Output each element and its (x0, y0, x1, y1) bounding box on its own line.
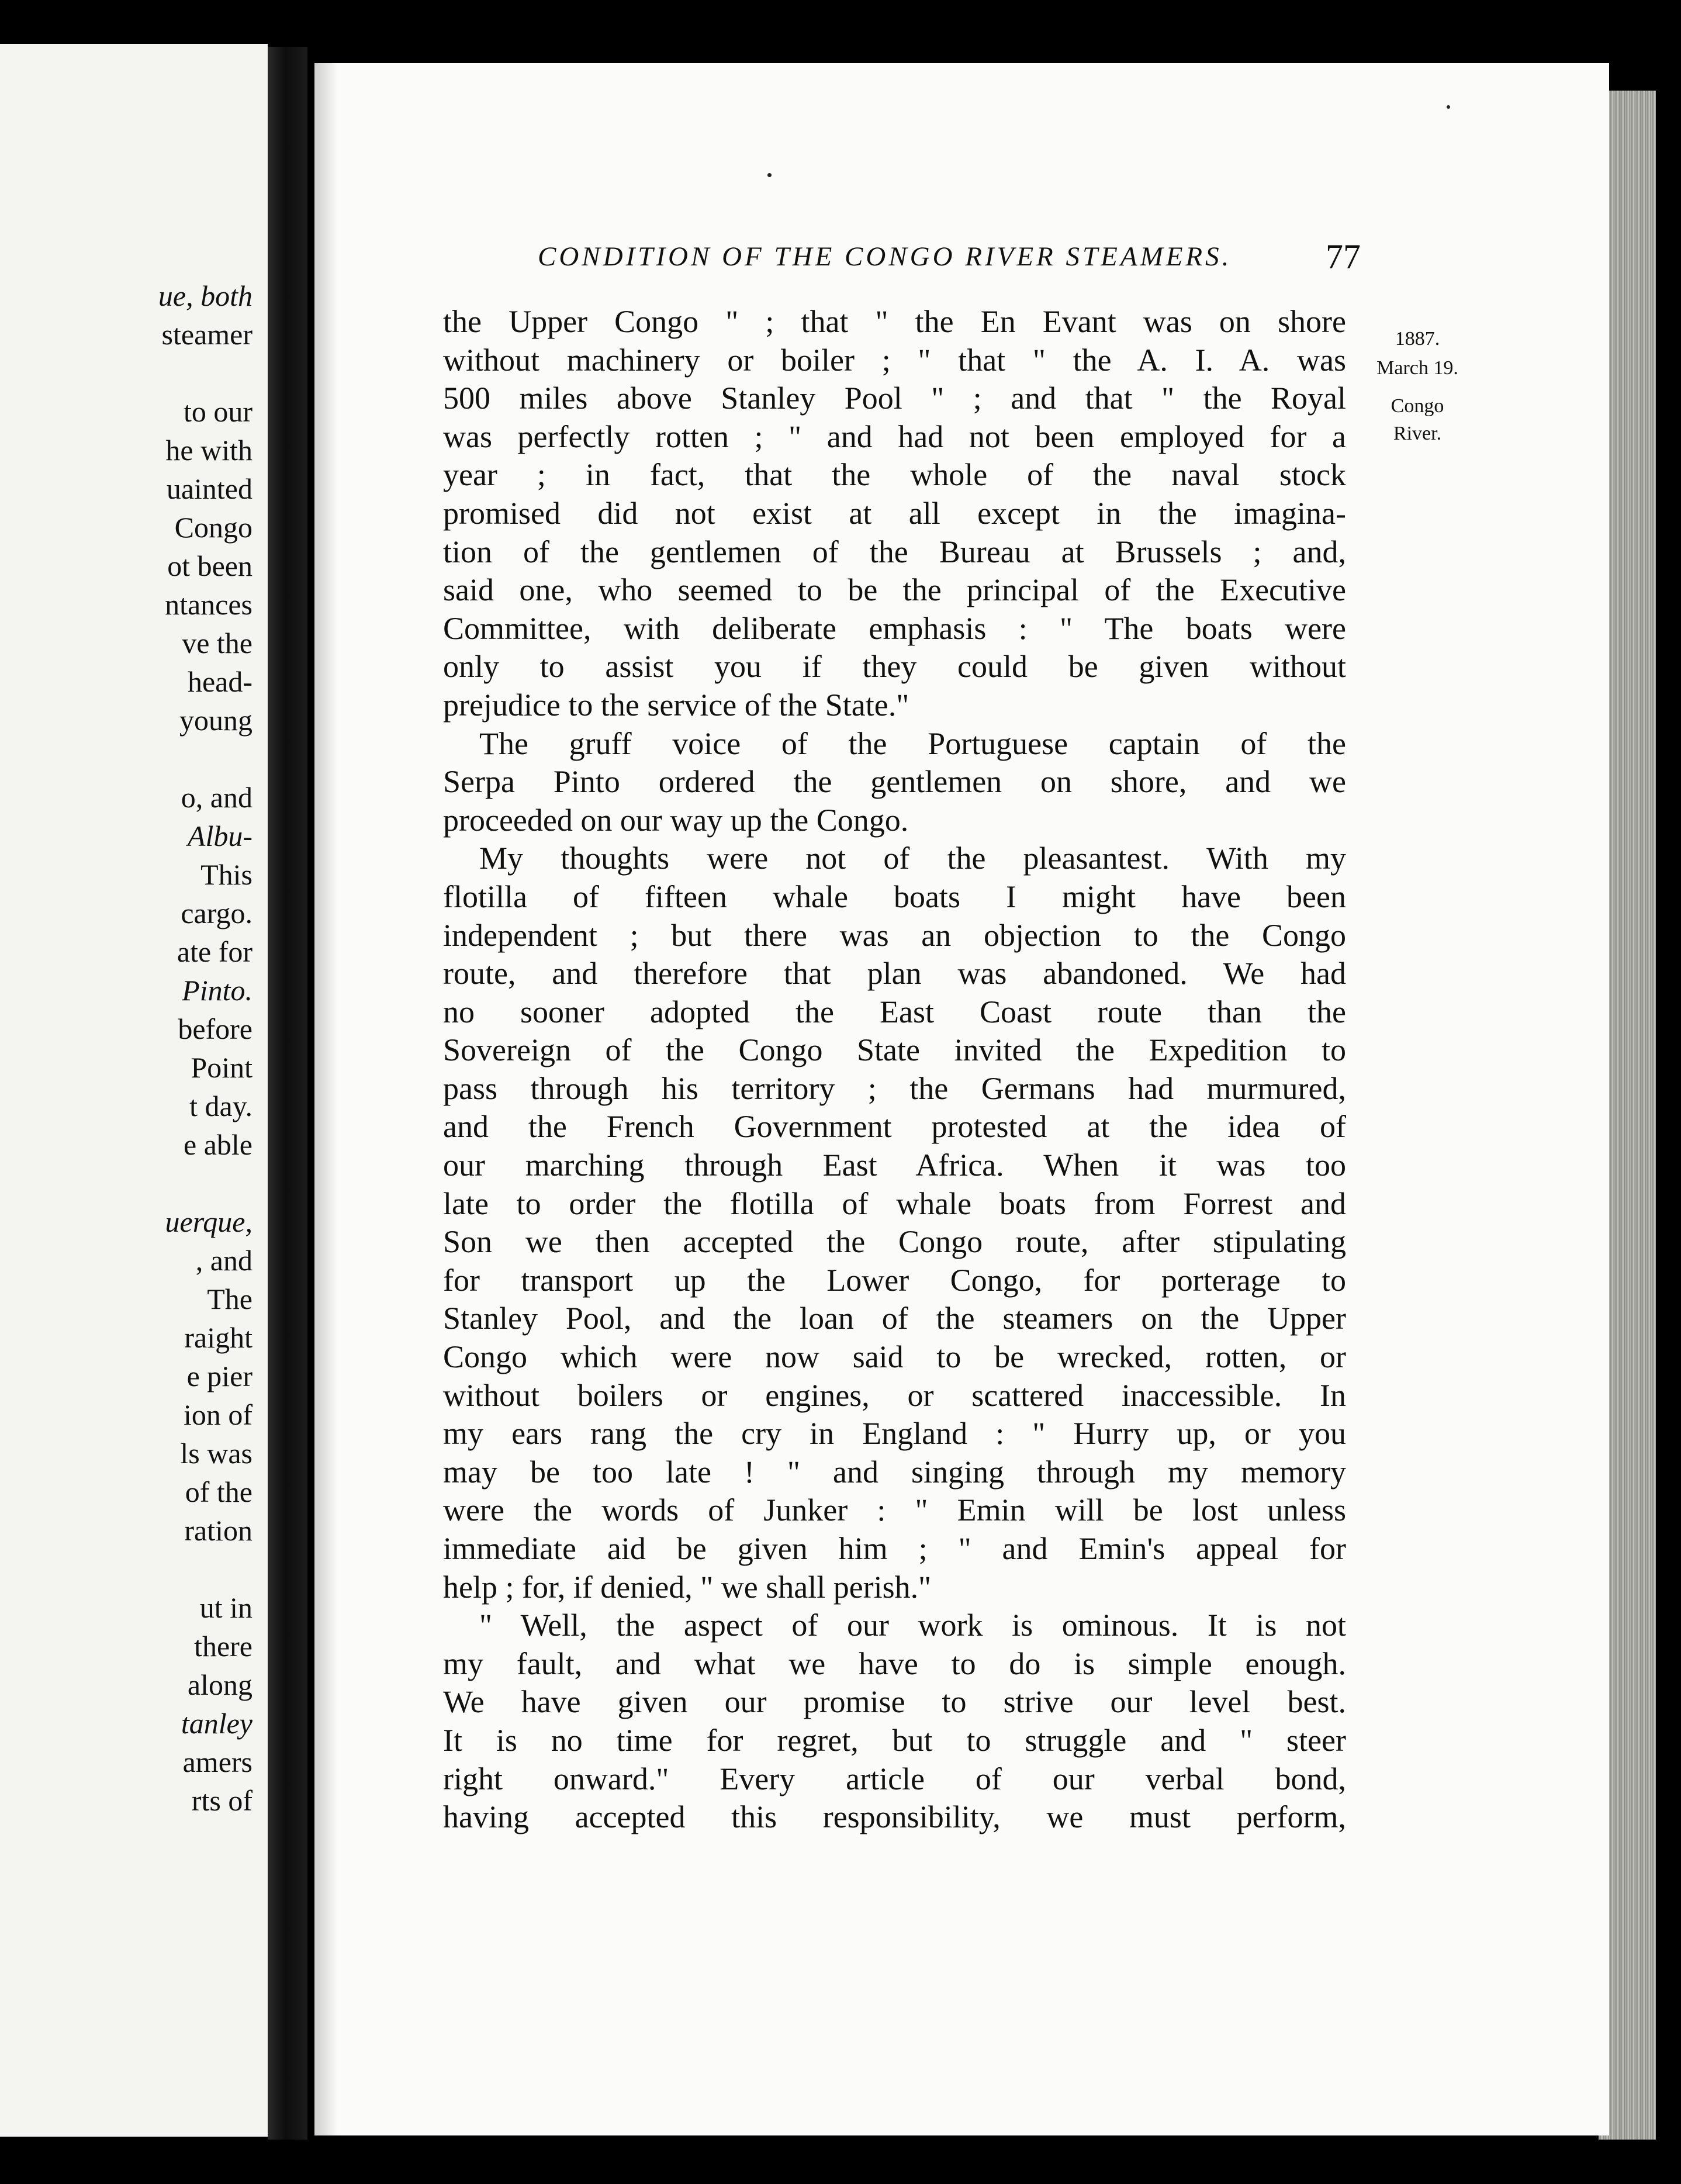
text-line: route, and therefore that plan was abandoned. We had (443, 956, 1346, 991)
text-line: said one, who seemed to be the principal of the Executive (443, 572, 1346, 608)
text-line: year ; in fact, that the whole of the naval stock (443, 457, 1346, 493)
left-line: ion of (183, 1398, 253, 1431)
text-line: was perfectly rotten ; " and had not been employed for a (443, 419, 1346, 454)
left-line: he with (165, 434, 253, 466)
text-line: right onward." Every article of our verbal bond, (443, 1761, 1346, 1796)
left-line: of the (185, 1475, 253, 1508)
left-line: ot been (167, 550, 253, 582)
text-line: " Well, the aspect of our work is ominous. It is not (479, 1608, 1346, 1643)
text-line: prejudice to the service of the State." (443, 687, 909, 723)
text-line: pass through his territory ; the Germans had murmured, (443, 1070, 1346, 1106)
text-line: promised did not exist at all except in the imagina- (443, 495, 1346, 531)
text-line: late to order the flotilla of whale boats from Forrest and (443, 1186, 1346, 1221)
text-line: We have given our promise to strive our level best. (443, 1684, 1346, 1720)
text-line: My thoughts were not of the pleasantest. With my (479, 841, 1346, 876)
text-line: having accepted this responsibility, we must perform, (443, 1799, 1346, 1835)
left-line: steamer (161, 318, 253, 351)
left-line: cargo. (181, 897, 253, 929)
left-page-text (158, 277, 253, 1820)
text-line: without machinery or boiler ; " that " the A. I. A. was (443, 342, 1346, 378)
margin-note-place-2: River. (1393, 423, 1442, 444)
text-line: Congo which were now said to be wrecked, rotten, or (443, 1339, 1346, 1375)
margin-note (1365, 324, 1470, 448)
text-line: independent ; but there was an objection to the Congo (443, 917, 1346, 953)
left-line: ration (184, 1514, 253, 1547)
left-line: head- (187, 665, 253, 698)
margin-note-date: March 19. (1376, 357, 1458, 379)
left-line: along (187, 1668, 253, 1701)
text-line: 500 miles above Stanley Pool " ; and that " the Royal (443, 381, 1346, 416)
text-line: Committee, with deliberate emphasis : " The boats were (443, 610, 1346, 646)
margin-note-year: 1887. (1395, 328, 1440, 350)
text-line: help ; for, if denied, " we shall perish." (443, 1569, 932, 1605)
text-line: Stanley Pool, and the loan of the steamers on the Upper (443, 1301, 1346, 1336)
left-line: Pinto. (182, 974, 253, 1007)
text-line: my ears rang the cry in England : " Hurry up, or you (443, 1416, 1346, 1452)
dust-speck (767, 173, 772, 177)
left-line: before (178, 1012, 253, 1045)
text-line: proceeded on our way up the Congo. (443, 802, 909, 838)
left-line: e pier (186, 1360, 253, 1392)
text-line: Serpa Pinto ordered the gentlemen on shore, and we (443, 764, 1346, 800)
left-line: Point (191, 1051, 253, 1084)
margin-note-place-1: Congo (1391, 395, 1444, 417)
left-line: ue, both (158, 279, 253, 312)
text-line: the Upper Congo " ; that " the En Evant was on shore (443, 304, 1346, 339)
left-line: ntances (165, 588, 253, 621)
left-line: e able (184, 1128, 253, 1161)
text-line: were the words of Junker : " Emin will be lost unless (443, 1492, 1346, 1528)
text-line: flotilla of fifteen whale boats I might have been (443, 879, 1346, 914)
left-line: t day. (189, 1090, 253, 1122)
left-line: rts of (191, 1784, 253, 1817)
left-page-fragment (0, 44, 268, 2137)
left-line: raight (184, 1321, 253, 1354)
left-line: tanley (181, 1707, 253, 1740)
text-line: The gruff voice of the Portuguese captain of the (479, 725, 1346, 761)
text-line: and the French Government protested at the idea of (443, 1109, 1346, 1145)
left-line: Congo (174, 511, 253, 544)
left-line: uainted (166, 472, 253, 505)
text-line: for transport up the Lower Congo, for porterage to (443, 1262, 1346, 1298)
left-line: , and (195, 1244, 253, 1277)
text-line: immediate aid be given him ; " and Emin's appeal for (443, 1531, 1346, 1566)
dust-speck (1447, 105, 1450, 109)
left-line: ate for (177, 935, 253, 968)
spine-shadow (314, 63, 338, 2135)
page-number: 77 (1326, 237, 1361, 276)
text-line: only to assist you if they could be given without (443, 649, 1346, 685)
text-line: our marching through East Africa. When it was too (443, 1148, 1346, 1183)
left-line: to our (183, 395, 253, 428)
left-line: ve the (182, 627, 253, 659)
left-line: amers (182, 1746, 253, 1778)
text-line: my fault, and what we have to do is simple enough. (443, 1646, 1346, 1681)
text-line: tion of the gentlemen of the Bureau at Brussels ; and, (443, 534, 1346, 569)
left-line: young (179, 704, 253, 737)
text-line: Sovereign of the Congo State invited the Expedition to (443, 1032, 1346, 1068)
running-head: CONDITION OF THE CONGO RIVER STEAMERS. (538, 241, 1232, 272)
text-line: without boilers or engines, or scattered inaccessible. In (443, 1377, 1346, 1413)
left-line: o, and (181, 781, 253, 814)
text-line: may be too late ! " and singing through my memory (443, 1454, 1346, 1490)
text-line: It is no time for regret, but to struggle and " steer (443, 1722, 1346, 1758)
left-line: there (194, 1630, 253, 1663)
text-line: no sooner adopted the East Coast route than the (443, 994, 1346, 1029)
left-line: ut in (199, 1591, 253, 1624)
body-text (443, 303, 1346, 1837)
left-line: uerque, (165, 1205, 253, 1238)
text-line: Son we then accepted the Congo route, after stipulating (443, 1224, 1346, 1260)
left-line: The (207, 1283, 253, 1315)
left-line: Albu- (187, 820, 253, 852)
left-line: This (200, 858, 253, 891)
book-gutter (268, 47, 307, 2140)
left-line: ls was (180, 1437, 253, 1470)
